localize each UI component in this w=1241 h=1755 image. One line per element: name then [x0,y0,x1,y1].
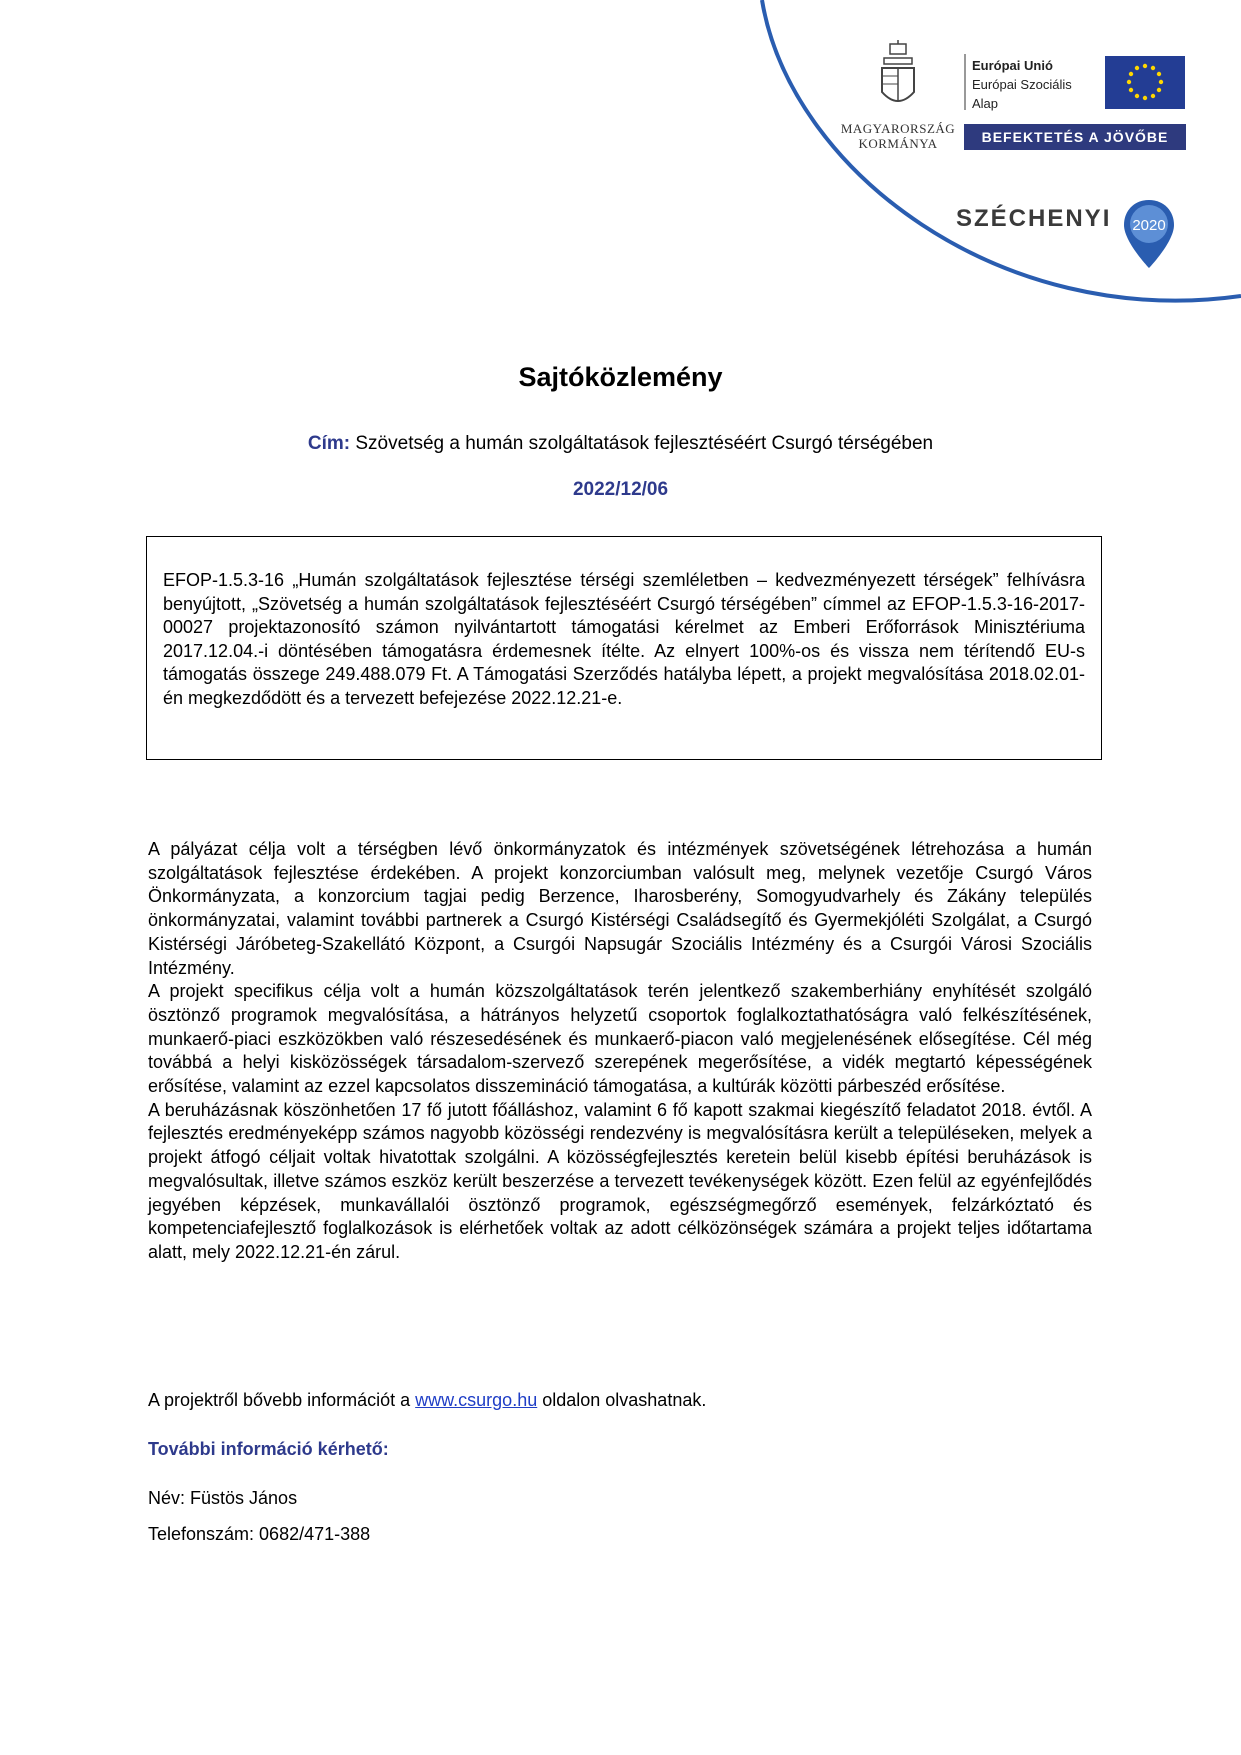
summary-text: EFOP-1.5.3-16 „Humán szolgáltatások fejlesztése térségi szemléletben – kedvezményezett térségek” felhívásra benyújtott, „Szövetség a humán szolgáltatások fejlesztéséért Csurgó térségében” címmel az EFOP-1.5.3-16-2017-00027 projektazonosító számon nyilvántartott támogatási kérelmet az Emberi Erőforrások Minisztériuma 2017.12.04.-i döntésében támogatásra érdemesnek ítélte. Az elnyert 100%-os és vissza nem térítendő EU-s támogatás összege 249.488.079 Ft. A Támogatási Szerződés hatályba lépett, a projekt megvalósítása 2018.02.01-én megkezdődött és a tervezett befejezése 2022.12.21-e. [163,570,1085,708]
subject-line [0,433,1241,455]
szechenyi-year: 2020 [1132,217,1166,234]
body-paragraph: A beruházásnak köszönhetően 17 fő jutott főálláshoz, valamint 6 fő kapott szakmai kiegészítő feladatot 2018. évtől. A fejlesztés eredményeképp számos nagyobb közösségi rendezvény is megvalósításra került a településeken, melyek a projekt átfogó céljait voltak hivatottak szolgálni. A közösségfejlesztés keretein belül kisebb építési beruházások is megvalósultak, illetve számos eszköz került beszerzése a tervezett tevékenységek között. Ezen felül az egyénfejlődés jegyében képzések, munkavállalói ösztönző programok, egészségmegőrző események, felzárkóztató és kompetenciafejlesztő foglalkozások is elérhetőek voltak az adott célközönségek számára a projekt teljes időtartama alatt, mely 2022.12.21-én zárul. [148,1099,1092,1262]
eu-slogan-bar: BEFEKTETÉS A JÖVŐBE [964,124,1186,150]
government-logo [838,40,958,151]
page-title: Sajtóközlemény [518,362,723,392]
header-arc-decoration [0,0,1241,320]
contact-phone: Telefonszám: 0682/471-388 [148,1524,371,1544]
body-text [148,838,1092,1265]
government-name-line2: KORMÁNYA [858,136,938,151]
eu-logo-divider [964,54,966,110]
subject-label: Cím: [307,433,351,454]
szechenyi-logo-text: SZÉCHENYI [956,205,1112,232]
summary-box [146,536,1102,760]
hungarian-coat-of-arms-icon [876,40,920,116]
subject-text: Szövetség a humán szolgáltatások fejlesztéséért Csurgó térségében [350,433,934,454]
eu-logo-text [972,56,1072,113]
government-name-line1: MAGYARORSZÁG [840,121,956,136]
eu-fund-line1: Európai Szociális [972,77,1072,92]
body-paragraph: A pályázat célja volt a térségben lévő önkormányzatok és intézmények szövetségének létrehozása a humán szolgáltatások fejlesztése érdekében. A projekt konzorciumban valósult meg, melynek vezetője Csurgó Város Önkormányzata, a konzorcium tagjai pedig Berzence, Iharosberény, Somogyudvarhely és Zákány település önkormányzatai, valamint további partnerek a Csurgó Kistérségi Családsegítő és Gyermekjóléti Szolgálat, a Csurgó Kistérségi Járóbeteg-Szakellátó Központ, a Csurgói Napsugár Szociális Intézmény és a Csurgói Városi Szociális Intézmény. [148,839,1092,978]
more-info-prefix: A projektről bővebb információt a [148,1390,416,1410]
location-pin-icon [1122,198,1176,270]
contact-name: Név: Füstös János [148,1488,298,1508]
contact-heading: További információ kérhető: [148,1439,389,1459]
release-date: 2022/12/06 [572,479,669,500]
website-link[interactable]: www.csurgo.hu [415,1390,538,1410]
eu-flag-icon [1105,56,1185,109]
more-info-line [148,1390,706,1411]
more-info-suffix: oldalon olvashatnak. [537,1390,707,1410]
body-paragraph: A projekt specifikus célja volt a humán közszolgáltatások terén jelentkező szakemberhiány enyhítését szolgáló ösztönző programok megvalósítása, a hátrányos helyzetű csoportok foglalkoztathatóságra való felkészítésének, munkaerő-piaci eszközökben való részesedésének és munkaerő-piacon való megjelenésének elősegítése. Cél még továbbá a helyi kisközösségek társadalom-szervező szerepének megerősítése, a vidék megtartó képességének erősítése, valamint az ezzel kapcsolatos disszemináció támogatása, a kultúrák közötti párbeszéd erősítése. [148,981,1092,1097]
eu-name: Európai Unió [972,58,1053,73]
eu-fund-line2: Alap [972,96,999,111]
